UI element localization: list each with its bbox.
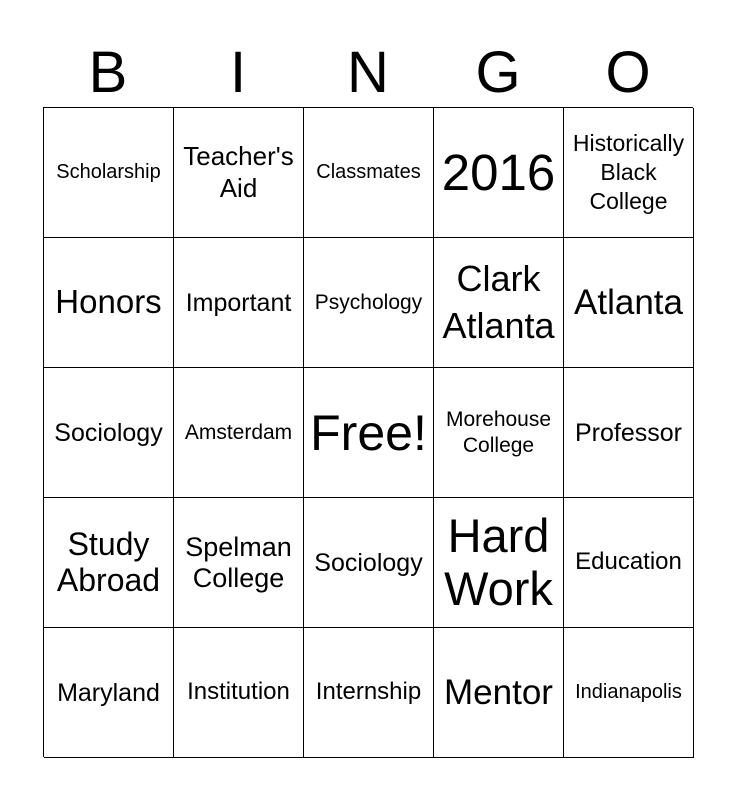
bingo-board xyxy=(43,107,693,757)
bingo-cell[interactable]: Important xyxy=(174,238,304,368)
bingo-cell[interactable]: Amsterdam xyxy=(174,368,304,498)
header-letter-i: I xyxy=(229,40,247,105)
free-space-cell[interactable]: Free! xyxy=(304,368,434,498)
bingo-cell[interactable]: Atlanta xyxy=(564,238,694,368)
header-letter-b: B xyxy=(88,40,128,105)
bingo-cell[interactable]: Spelman College xyxy=(174,498,304,628)
header-letter-o: O xyxy=(605,40,651,105)
bingo-cell[interactable]: Honors xyxy=(44,238,174,368)
bingo-cell[interactable]: Scholarship xyxy=(44,108,174,238)
bingo-cell[interactable]: Institution xyxy=(174,628,304,758)
bingo-cell[interactable]: Clark Atlanta xyxy=(434,238,564,368)
bingo-cell[interactable]: Study Abroad xyxy=(44,498,174,628)
bingo-cell[interactable]: Sociology xyxy=(304,498,434,628)
bingo-cell[interactable]: 2016 xyxy=(434,108,564,238)
bingo-header xyxy=(43,38,693,108)
bingo-cell[interactable]: Hard Work xyxy=(434,498,564,628)
bingo-cell[interactable]: Psychology xyxy=(304,238,434,368)
bingo-cell[interactable]: Professor xyxy=(564,368,694,498)
bingo-cell[interactable]: Classmates xyxy=(304,108,434,238)
bingo-cell[interactable]: Historically Black College xyxy=(564,108,694,238)
bingo-cell[interactable]: Teacher's Aid xyxy=(174,108,304,238)
bingo-cell[interactable]: Mentor xyxy=(434,628,564,758)
header-letter-n: N xyxy=(347,40,389,105)
bingo-cell[interactable]: Morehouse College xyxy=(434,368,564,498)
bingo-cell[interactable]: Education xyxy=(564,498,694,628)
bingo-cell[interactable]: Sociology xyxy=(44,368,174,498)
bingo-cell[interactable]: Internship xyxy=(304,628,434,758)
bingo-cell[interactable]: Maryland xyxy=(44,628,174,758)
header-letter-g: G xyxy=(475,40,521,105)
bingo-cell[interactable]: Indianapolis xyxy=(564,628,694,758)
